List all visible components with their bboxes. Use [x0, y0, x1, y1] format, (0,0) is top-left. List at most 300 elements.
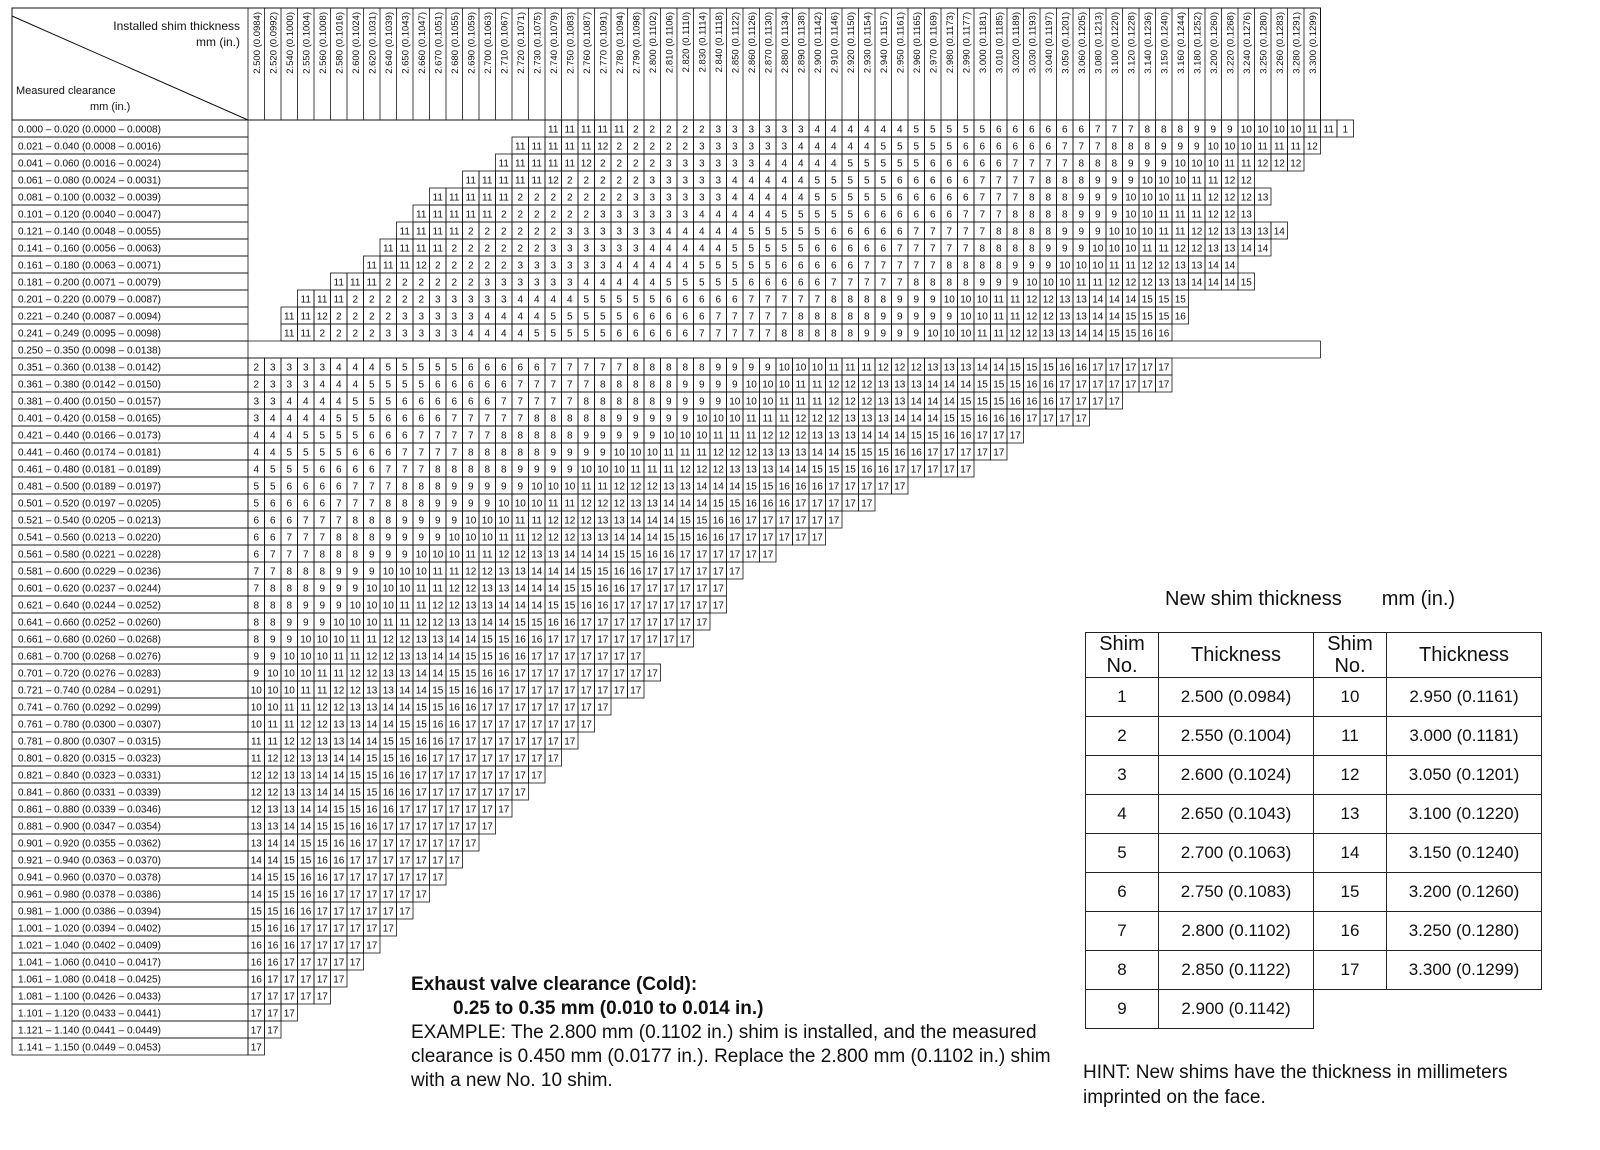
grid-cell-value: 16: [283, 940, 295, 952]
grid-cell-value: 17: [333, 889, 345, 901]
grid-cell-value: 13: [795, 447, 807, 459]
row-label: 0.841 – 0.860 (0.0331 – 0.0339): [18, 787, 161, 799]
shim-number: 6: [1086, 873, 1159, 912]
grid-cell-value: 17: [580, 719, 592, 731]
shim-thickness-2: 3.000 (0.1181): [1387, 717, 1542, 756]
grid-cell-value: 16: [267, 923, 279, 935]
grid-cell-value: 7: [418, 447, 425, 459]
grid-cell-value: 5: [880, 158, 887, 170]
grid-cell-value: 5: [682, 277, 689, 289]
shim-thickness-2: 2.950 (0.1161): [1387, 678, 1542, 717]
grid-cell-value: 2: [500, 260, 507, 272]
grid-cell-value: 14: [366, 719, 378, 731]
grid-cell-value: 6: [632, 311, 639, 323]
grid-cell-value: 15: [1240, 277, 1252, 289]
grid-cell-value: 5: [781, 243, 788, 255]
row-label: 0.781 – 0.800 (0.0307 – 0.0315): [18, 736, 161, 748]
grid-cell-value: 4: [797, 192, 804, 204]
grid-cell-value: 13: [1224, 243, 1236, 255]
grid-cell-value: 8: [418, 481, 425, 493]
grid-cell-value: 13: [663, 481, 675, 493]
grid-cell-value: 17: [993, 430, 1005, 442]
new-shim-row: [1086, 795, 1542, 834]
grid-cell-value: 12: [316, 702, 328, 714]
grid-cell-value: 14: [580, 549, 592, 561]
grid-cell-value: 11: [515, 141, 526, 153]
grid-cell-value: 10: [795, 362, 807, 374]
grid-cell-value: 13: [745, 464, 757, 476]
grid-cell-value: 10: [300, 634, 312, 646]
grid-cell-value: 17: [762, 549, 774, 561]
shim-thickness-2: 3.150 (0.1240): [1387, 834, 1542, 873]
grid-cell-value: 14: [1224, 277, 1236, 289]
grid-cell-value: 8: [352, 515, 359, 527]
grid-cell-value: 17: [663, 617, 675, 629]
grid-cell-value: 6: [863, 209, 870, 221]
exhaust-clearance-heading: Exhaust valve clearance (Cold):: [411, 974, 698, 995]
grid-cell-value: 16: [1042, 396, 1054, 408]
grid-cell-value: 2: [253, 379, 260, 391]
grid-cell-value: 13: [1257, 226, 1269, 238]
grid-cell-value: 17: [597, 651, 609, 663]
grid-cell-value: 16: [943, 430, 955, 442]
grid-cell-value: 8: [632, 379, 639, 391]
grid-cell-value: 12: [828, 396, 840, 408]
grid-cell-value: 15: [712, 498, 724, 510]
grid-cell-value: 10: [960, 311, 972, 323]
grid-cell-value: 16: [250, 940, 262, 952]
grid-cell-value: 13: [399, 651, 411, 663]
grid-cell-value: 5: [665, 277, 672, 289]
grid-cell-value: 15: [283, 872, 295, 884]
grid-cell-value: 16: [1059, 362, 1071, 374]
grid-cell-value: 7: [269, 549, 276, 561]
grid-cell-value: 2: [467, 243, 474, 255]
grid-cell-value: 16: [448, 719, 460, 731]
grid-cell-value: 4: [649, 243, 656, 255]
grid-cell-value: 14: [531, 566, 543, 578]
grid-cell-value: 9: [880, 311, 887, 323]
grid-cell-value: 8: [880, 294, 887, 306]
grid-cell-value: 7: [1127, 124, 1134, 136]
grid-cell-value: 17: [465, 753, 477, 765]
grid-cell-value: 10: [1042, 277, 1054, 289]
grid-cell-value: 14: [300, 821, 312, 833]
grid-cell-value: 17: [1141, 379, 1153, 391]
grid-cell-value: 9: [451, 498, 458, 510]
grid-cell-value: 17: [250, 1025, 262, 1037]
grid-cell-value: 11: [1109, 260, 1120, 272]
grid-cell-value: 2: [616, 141, 623, 153]
grid-cell-value: 10: [976, 311, 988, 323]
grid-cell-value: 12: [1042, 294, 1054, 306]
grid-cell-value: 5: [434, 362, 441, 374]
grid-cell-value: 6: [1028, 141, 1035, 153]
grid-cell-value: 7: [880, 277, 887, 289]
grid-cell-value: 11: [845, 362, 856, 374]
grid-cell-value: 9: [1177, 141, 1184, 153]
row-label: 1.101 – 1.120 (0.0433 – 0.0441): [18, 1008, 161, 1020]
column-header: 2.880 (0.1134): [779, 12, 791, 74]
grid-cell-value: 8: [1061, 209, 1068, 221]
grid-cell-value: 9: [533, 464, 540, 476]
grid-cell-value: 11: [449, 192, 460, 204]
grid-cell-value: 10: [762, 396, 774, 408]
grid-cell-value: 6: [665, 311, 672, 323]
grid-cell-value: 3: [715, 192, 722, 204]
grid-cell-value: 14: [382, 719, 394, 731]
grid-cell-value: 7: [517, 379, 524, 391]
grid-cell-value: 5: [913, 141, 920, 153]
grid-cell-value: 8: [467, 447, 474, 459]
grid-cell-value: 3: [649, 226, 656, 238]
grid-cell-value: 9: [632, 430, 639, 442]
grid-cell-value: 12: [778, 430, 790, 442]
grid-cell-value: 5: [368, 396, 375, 408]
grid-cell-value: 11: [251, 736, 262, 748]
column-header: 2.520 (0.0992): [268, 12, 280, 74]
grid-cell-value: 8: [517, 430, 524, 442]
grid-cell-value: 5: [302, 430, 309, 442]
grid-cell-value: 7: [1012, 158, 1019, 170]
grid-cell-value: 11: [795, 379, 806, 391]
shim-thickness: 2.850 (0.1122): [1159, 951, 1314, 990]
grid-cell-value: 5: [401, 379, 408, 391]
column-header: 3.160 (0.1244): [1175, 12, 1187, 74]
grid-cell-value: 12: [630, 481, 642, 493]
grid-cell-value: 6: [1028, 124, 1035, 136]
column-header: 2.670 (0.1051): [433, 12, 445, 74]
grid-cell-value: 4: [715, 243, 722, 255]
grid-cell-value: 8: [484, 464, 491, 476]
grid-cell-value: 13: [1158, 277, 1170, 289]
grid-cell-value: 9: [269, 651, 276, 663]
grid-cell-value: 4: [797, 158, 804, 170]
grid-cell-value: 9: [896, 328, 903, 340]
grid-cell-value: 11: [1307, 124, 1318, 136]
grid-cell-value: 9: [1094, 175, 1101, 187]
grid-cell-value: 17: [316, 906, 328, 918]
grid-cell-value: 6: [830, 260, 837, 272]
row-label: 0.581 – 0.600 (0.0229 – 0.0236): [18, 566, 161, 578]
grid-cell-value: 14: [498, 617, 510, 629]
grid-cell-value: 6: [385, 413, 392, 425]
grid-cell-value: 8: [1012, 209, 1019, 221]
grid-cell-value: 17: [448, 770, 460, 782]
grid-cell-value: 7: [748, 328, 755, 340]
grid-cell-value: 7: [335, 498, 342, 510]
grid-cell-value: 4: [682, 243, 689, 255]
grid-cell-value: 17: [316, 991, 328, 1003]
grid-cell-value: 5: [385, 379, 392, 391]
row-label: 0.081 – 0.100 (0.0032 – 0.0039): [18, 192, 161, 204]
grid-cell-value: 9: [715, 396, 722, 408]
grid-cell-value: 5: [566, 311, 573, 323]
grid-cell-value: 2: [451, 260, 458, 272]
grid-cell-value: 7: [962, 226, 969, 238]
column-header: 3.140 (0.1236): [1142, 12, 1154, 74]
grid-cell-value: 14: [910, 396, 922, 408]
grid-cell-value: 4: [880, 124, 887, 136]
new-shim-row: [1086, 834, 1542, 873]
grid-cell-value: 13: [465, 600, 477, 612]
shim-number-2: 12: [1314, 756, 1387, 795]
grid-cell-value: 7: [995, 192, 1002, 204]
grid-cell-value: 11: [531, 141, 542, 153]
grid-cell-value: 16: [333, 855, 345, 867]
row-label: 0.981 – 1.000 (0.0386 – 0.0394): [18, 906, 161, 918]
grid-cell-value: 15: [465, 668, 477, 680]
grid-cell-value: 4: [649, 277, 656, 289]
grid-cell-value: 9: [319, 583, 326, 595]
grid-cell-value: 8: [665, 379, 672, 391]
grid-cell-value: 12: [1191, 226, 1203, 238]
grid-cell-value: 2: [484, 260, 491, 272]
grid-cell-value: 12: [366, 668, 378, 680]
grid-cell-value: 10: [316, 634, 328, 646]
grid-cell-value: 17: [415, 889, 427, 901]
grid-cell-value: 9: [1061, 243, 1068, 255]
grid-cell-value: 4: [352, 379, 359, 391]
grid-cell-value: 17: [531, 719, 543, 731]
grid-cell-value: 16: [877, 464, 889, 476]
grid-cell-value: 11: [350, 634, 361, 646]
grid-cell-value: 3: [698, 175, 705, 187]
grid-cell-value: 11: [993, 311, 1004, 323]
grid-cell-value: 10: [960, 294, 972, 306]
grid-cell-value: 14: [399, 702, 411, 714]
grid-cell-value: 15: [366, 770, 378, 782]
grid-cell-value: 17: [316, 940, 328, 952]
grid-cell-value: 11: [350, 277, 361, 289]
grid-cell-value: 7: [566, 379, 573, 391]
grid-cell-value: 6: [946, 158, 953, 170]
grid-cell-value: 16: [613, 566, 625, 578]
grid-cell-value: 17: [465, 736, 477, 748]
grid-cell-value: 17: [597, 617, 609, 629]
installed-label-1: Installed shim thickness: [113, 19, 240, 33]
grid-cell-value: 3: [269, 379, 276, 391]
column-header: 2.550 (0.1004): [301, 12, 313, 74]
row-label: 0.701 – 0.720 (0.0276 – 0.0283): [18, 668, 161, 680]
grid-cell-value: 9: [880, 328, 887, 340]
shim-number-2: 17: [1314, 951, 1387, 990]
grid-cell-value: 15: [349, 804, 361, 816]
grid-cell-value: 7: [1045, 158, 1052, 170]
grid-cell-value: 4: [632, 260, 639, 272]
row-label: 0.861 – 0.880 (0.0339 – 0.0346): [18, 804, 161, 816]
grid-cell-value: 17: [630, 668, 642, 680]
grid-cell-value: 13: [300, 787, 312, 799]
grid-cell-value: 4: [731, 192, 738, 204]
grid-cell-value: 17: [547, 634, 559, 646]
grid-cell-value: 6: [896, 209, 903, 221]
column-header: 2.950 (0.1161): [895, 12, 907, 74]
grid-cell-value: 14: [613, 532, 625, 544]
grid-cell-value: 17: [1059, 413, 1071, 425]
grid-cell-value: 6: [319, 498, 326, 510]
grid-cell-value: 14: [250, 889, 262, 901]
grid-cell-value: 9: [929, 311, 936, 323]
grid-cell-value: 17: [910, 464, 922, 476]
grid-cell-value: 4: [731, 175, 738, 187]
grid-cell-value: 6: [814, 243, 821, 255]
grid-cell-value: 16: [778, 481, 790, 493]
grid-cell-value: 8: [253, 617, 260, 629]
grid-cell-value: 8: [269, 617, 276, 629]
grid-cell-value: 16: [696, 532, 708, 544]
grid-cell-value: 11: [1158, 226, 1169, 238]
column-header: 3.300 (0.1299): [1307, 12, 1319, 74]
grid-cell-value: 4: [302, 413, 309, 425]
grid-cell-value: 17: [498, 702, 510, 714]
grid-cell-value: 12: [415, 617, 427, 629]
grid-cell-value: 3: [797, 124, 804, 136]
grid-cell-value: 6: [649, 328, 656, 340]
grid-cell-value: 8: [1111, 158, 1118, 170]
example-text: EXAMPLE: The 2.800 mm (0.1102 in.) shim is installed, and the measured clearance is 0.450 mm (0.0177 in.). Replace the 2.800 mm (0.1102 in.) shim with a new No. 10 shim.: [411, 1022, 1051, 1091]
grid-cell-value: 8: [319, 549, 326, 561]
grid-cell-value: 15: [580, 566, 592, 578]
grid-cell-value: 2: [253, 362, 260, 374]
grid-cell-value: 10: [399, 583, 411, 595]
shim-thickness-2: 3.050 (0.1201): [1387, 756, 1542, 795]
grid-cell-value: 7: [253, 583, 260, 595]
grid-cell-value: 6: [896, 175, 903, 187]
grid-cell-value: 15: [679, 532, 691, 544]
grid-cell-value: 5: [335, 413, 342, 425]
grid-cell-value: 8: [302, 566, 309, 578]
grid-cell-value: 11: [564, 141, 575, 153]
grid-cell-value: 6: [368, 430, 375, 442]
grid-cell-value: 10: [1207, 158, 1219, 170]
grid-cell-value: 6: [335, 481, 342, 493]
grid-cell-value: 4: [764, 175, 771, 187]
grid-cell-value: 17: [366, 855, 378, 867]
grid-cell-value: 15: [432, 685, 444, 697]
grid-cell-value: 13: [1207, 243, 1219, 255]
grid-cell-value: 8: [1045, 175, 1052, 187]
grid-cell-value: 16: [1174, 311, 1186, 323]
grid-cell-value: 15: [366, 753, 378, 765]
grid-cell-value: 4: [698, 243, 705, 255]
grid-cell-value: 17: [531, 770, 543, 782]
grid-cell-value: 12: [415, 260, 427, 272]
grid-cell-value: 14: [960, 379, 972, 391]
grid-cell-value: 10: [267, 702, 279, 714]
shim-number: 1: [1086, 678, 1159, 717]
shim-thickness-2: [1387, 990, 1542, 1029]
grid-cell-value: 3: [550, 277, 557, 289]
grid-cell-value: 4: [467, 328, 474, 340]
grid-cell-value: 6: [698, 311, 705, 323]
grid-cell-value: 7: [913, 260, 920, 272]
grid-cell-value: 14: [861, 430, 873, 442]
grid-cell-value: 6: [616, 328, 623, 340]
grid-cell-value: 8: [995, 243, 1002, 255]
grid-cell-value: 17: [300, 957, 312, 969]
grid-cell-value: 14: [267, 855, 279, 867]
grid-cell-value: 14: [795, 464, 807, 476]
grid-cell-value: 5: [352, 430, 359, 442]
grid-cell-value: 16: [349, 821, 361, 833]
grid-cell-value: 16: [349, 838, 361, 850]
grid-cell-value: 17: [349, 923, 361, 935]
grid-cell-value: 3: [286, 379, 293, 391]
row-label: 0.041 – 0.060 (0.0016 – 0.0024): [18, 158, 161, 170]
grid-cell-value: 13: [333, 719, 345, 731]
grid-cell-value: 9: [946, 311, 953, 323]
grid-cell-value: 16: [712, 532, 724, 544]
grid-cell-value: 6: [682, 328, 689, 340]
grid-cell-value: 14: [1273, 226, 1285, 238]
grid-cell-value: 2: [500, 243, 507, 255]
grid-cell-value: 8: [979, 260, 986, 272]
grid-cell-value: 12: [844, 379, 856, 391]
grid-cell-value: 7: [302, 532, 309, 544]
grid-cell-value: 17: [349, 940, 361, 952]
grid-cell-value: 3: [434, 311, 441, 323]
grid-cell-value: 17: [1108, 396, 1120, 408]
grid-cell-value: 15: [976, 396, 988, 408]
grid-cell-value: 6: [533, 362, 540, 374]
hint-text: HINT: New shims have the thickness in millimeters imprinted on the face.: [1083, 1062, 1508, 1108]
grid-cell-value: 16: [630, 566, 642, 578]
grid-cell-value: 17: [382, 872, 394, 884]
grid-cell-value: 14: [1092, 311, 1104, 323]
grid-cell-value: 17: [646, 583, 658, 595]
shim-number: 7: [1086, 912, 1159, 951]
grid-cell-value: 11: [812, 379, 823, 391]
grid-cell-value: 4: [616, 277, 623, 289]
grid-cell-value: 7: [550, 396, 557, 408]
grid-cell-value: 4: [682, 226, 689, 238]
grid-cell-value: 17: [564, 651, 576, 663]
grid-cell-value: 8: [1028, 243, 1035, 255]
grid-cell-value: 10: [399, 566, 411, 578]
grid-cell-value: 11: [300, 311, 311, 323]
grid-cell-value: 15: [514, 617, 526, 629]
grid-cell-value: 7: [962, 243, 969, 255]
grid-cell-value: 6: [1078, 124, 1085, 136]
grid-cell-value: 17: [1108, 379, 1120, 391]
grid-cell-value: 13: [613, 515, 625, 527]
grid-cell-value: 16: [564, 617, 576, 629]
shim-thickness: 2.500 (0.0984): [1159, 678, 1314, 717]
grid-cell-value: 3: [682, 192, 689, 204]
grid-cell-value: 11: [597, 481, 608, 493]
grid-cell-value: 12: [712, 447, 724, 459]
grid-cell-value: 7: [352, 498, 359, 510]
grid-cell-value: 13: [316, 736, 328, 748]
grid-cell-value: 10: [1092, 243, 1104, 255]
grid-cell-value: 4: [269, 447, 276, 459]
grid-cell-value: 4: [649, 260, 656, 272]
grid-cell-value: 3: [550, 260, 557, 272]
grid-cell-value: 6: [484, 362, 491, 374]
grid-cell-value: 8: [517, 447, 524, 459]
grid-cell-value: 8: [962, 260, 969, 272]
grid-cell-value: 7: [533, 379, 540, 391]
grid-cell-value: 8: [352, 549, 359, 561]
measured-label-1: Measured clearance: [16, 85, 116, 97]
grid-cell-value: 7: [1012, 175, 1019, 187]
row-label: 0.201 – 0.220 (0.0079 – 0.0087): [18, 294, 161, 306]
grid-cell-value: 15: [531, 617, 543, 629]
grid-cell-value: 9: [1045, 243, 1052, 255]
grid-cell-value: 7: [550, 379, 557, 391]
grid-cell-value: 11: [449, 209, 460, 221]
